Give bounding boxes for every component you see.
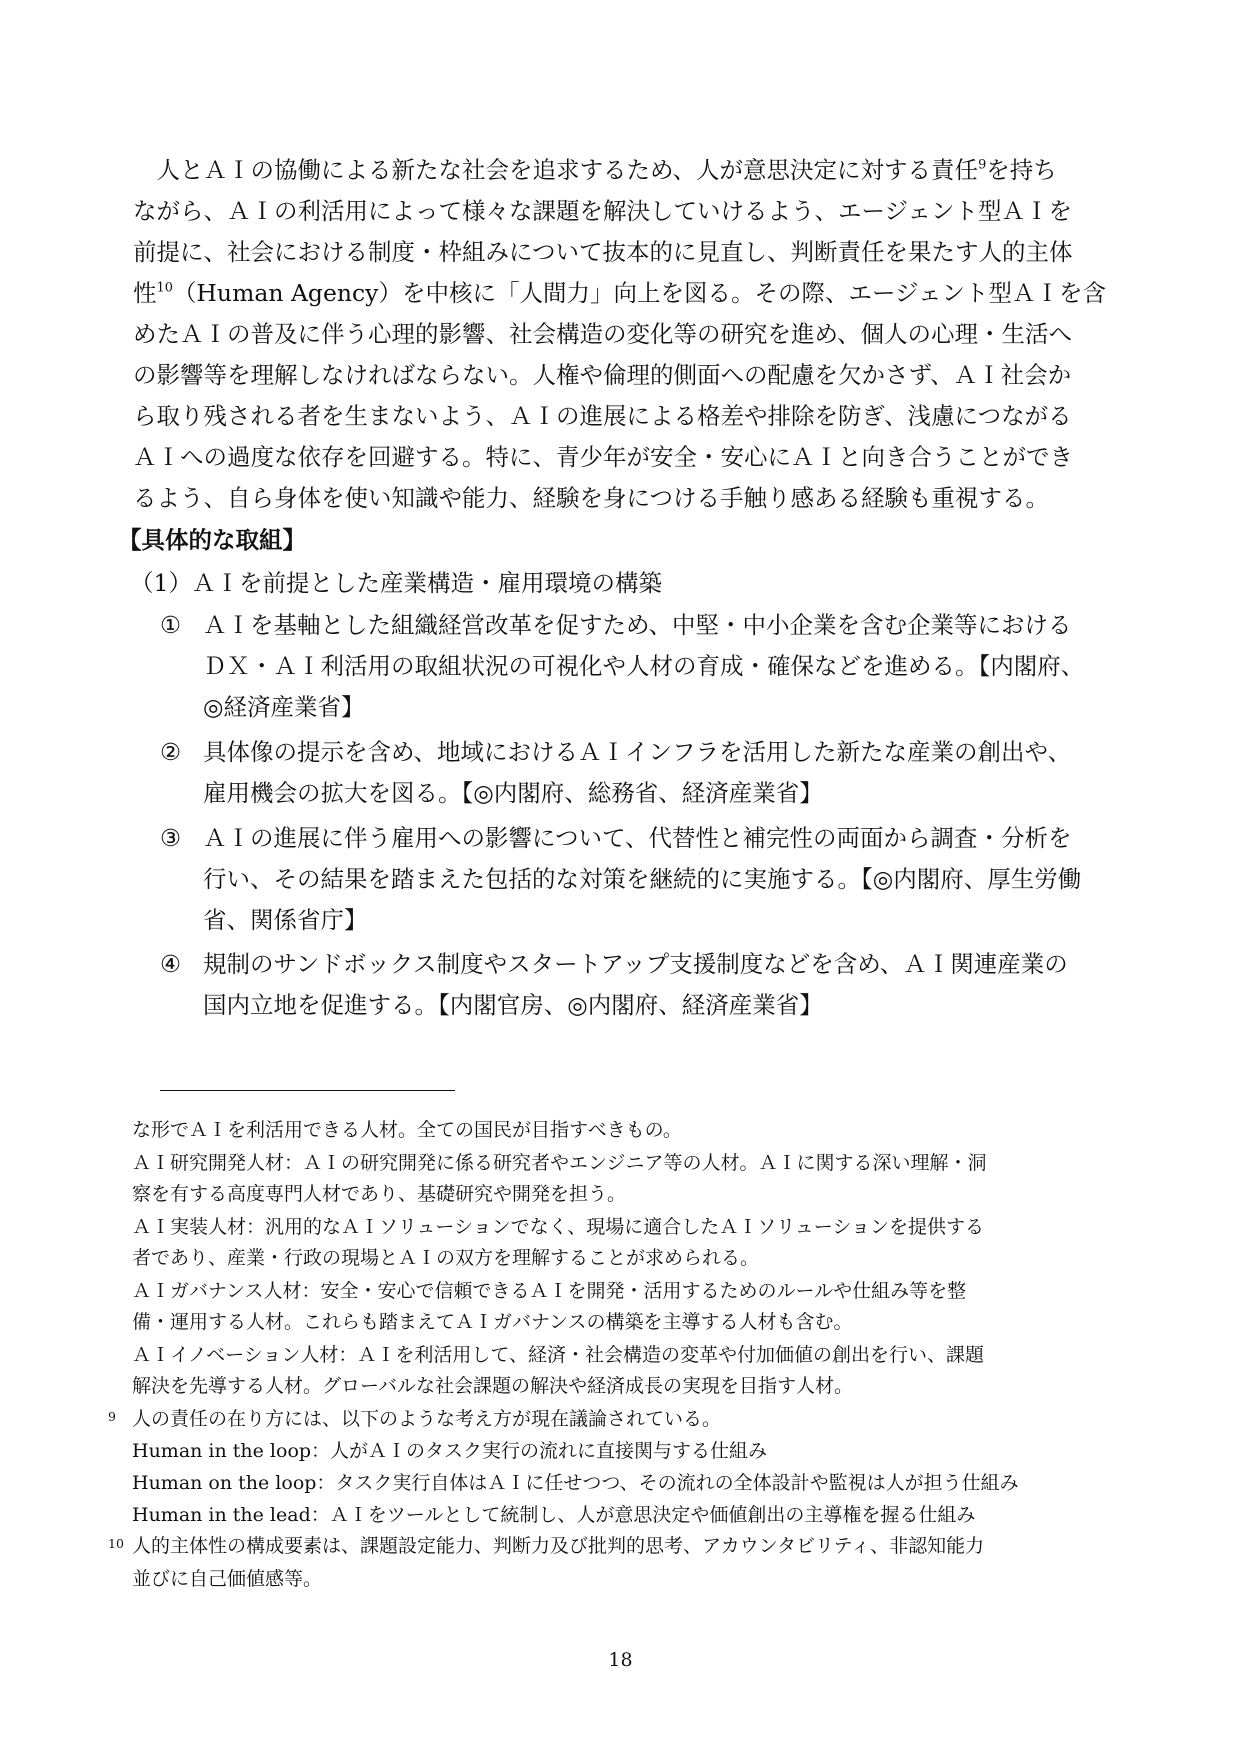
paragraph-line-9: るよう、自ら身体を使い知識や能力、経験を身につける手触り感ある経験も重視する。	[133, 484, 1050, 512]
item-3-line-3: 省、関係省庁】	[203, 906, 368, 934]
paragraph-line-7: ら取り残される者を生まないよう、ＡＩの進展による格差や排除を防ぎ、浅慮につながる	[133, 402, 1072, 430]
footnote-9-line-4: Human in the lead：ＡＩをツールとして統制し、人が意思決定や価値創出の主導権を握る仕組み	[132, 1504, 976, 1526]
subsection-heading: （1）ＡＩを前提とした産業構造・雇用環境の構築	[130, 569, 662, 597]
section-heading: 【具体的な取組】	[118, 526, 306, 554]
item-1-line-3: ◎経済産業省】	[203, 693, 365, 721]
footnote-9-line-2: Human in the loop：人がＡＩのタスク実行の流れに直接関与する仕組み	[132, 1440, 768, 1462]
footnote-10-line-2: 並びに自己価値感等。	[132, 1568, 323, 1590]
paragraph-line-2: ながら、ＡＩの利活用によって様々な課題を解決していけるよう、エージェント型ＡＩを	[133, 197, 1073, 225]
item-marker-1: ①	[160, 611, 182, 639]
item-4-line-1: 規制のサンドボックス制度やスタートアップ支援制度などを含め、ＡＩ関連産業の	[203, 950, 1068, 978]
item-marker-4: ④	[160, 950, 182, 978]
paragraph-line-3: 前提に、社会における制度・枠組みについて抜本的に見直し、判断責任を果たす人的主体	[133, 238, 1073, 266]
footnote-continued-line-3: 察を有する高度専門人材であり、基礎研究や開発を担う。	[132, 1183, 627, 1205]
item-2-line-1: 具体像の提示を含め、地域におけるＡＩインフラを活用した新たな産業の創出や、	[203, 738, 1072, 766]
footnote-continued-line-2: ＡＩ研究開発人材：ＡＩの研究開発に係る研究者やエンジニア等の人材。ＡＩに関する深い理解・洞	[132, 1152, 987, 1174]
item-1-line-2: ＤＸ・ＡＩ利活用の取組状況の可視化や人材の育成・確保などを進める。【内閣府、	[203, 652, 1085, 680]
footnote-ref-10[interactable]: 10	[156, 280, 173, 296]
item-marker-3: ③	[160, 824, 182, 852]
footnote-continued-line-4: ＡＩ実装人材：汎用的なＡＩソリューションでなく、現場に適合したＡＩソリューションを提供する	[132, 1216, 984, 1238]
footnote-continued-line-1: な形でＡＩを利活用できる人材。全ての国民が目指すべきもの。	[132, 1119, 682, 1141]
footnote-continued-line-8: ＡＩイノベーション人材：ＡＩを利活用して、経済・社会構造の変革や付加価値の創出を行い、課題	[132, 1344, 984, 1366]
item-4-line-2: 国内立地を促進する。【内閣官房、◎内閣府、経済産業省】	[203, 991, 823, 1019]
paragraph-line-6: の影響等を理解しなければならない。人権や倫理的側面への配慮を欠かさず、ＡＩ社会か	[133, 361, 1072, 389]
item-1-line-1: ＡＩを基軸とした組織経営改革を促すため、中堅・中小企業を含む企業等における	[203, 611, 1072, 639]
footnote-9-line-1: 人の責任の在り方には、以下のような考え方が現在議論されている。	[132, 1408, 722, 1430]
footnote-continued-line-7: 備・運用する人材。これらも踏まえてＡＩガバナンスの構築を主導する人材も含む。	[132, 1311, 853, 1333]
item-3-line-2: 行い、その結果を踏まえた包括的な対策を継続的に実施する。【◎内閣府、厚生労働	[203, 865, 1082, 893]
paragraph-line-4: 性$^{10}$（Human Agency）を中核に「人間力」向上を図る。その際、エージェント型ＡＩを含	[133, 279, 1107, 307]
item-3-line-1: ＡＩの進展に伴う雇用への影響について、代替性と補完性の両面から調査・分析を	[203, 824, 1072, 852]
paragraph-line-8: ＡＩへの過度な依存を回避する。特に、青少年が安全・安心にＡＩと向き合うことができ	[133, 443, 1073, 471]
footnote-9-line-3: Human on the loop：タスク実行自体はＡＩに任せつつ、その流れの全体設計や監視は人が担う仕組み	[132, 1472, 1019, 1494]
page-number: 18	[608, 1649, 633, 1671]
footnote-continued-line-9: 解決を先導する人材。グローバルな社会課題の解決や経済成長の実現を目指す人材。	[132, 1375, 854, 1397]
paragraph-line-5: めたＡＩの普及に伴う心理的影響、社会構造の変化等の研究を進め、個人の心理・生活へ	[133, 320, 1073, 348]
footnote-separator	[160, 1090, 455, 1091]
footnote-9-mark: 9	[108, 1409, 116, 1424]
item-2-line-2: 雇用機会の拡大を図る。【◎内閣府、総務省、経済産業省】	[203, 779, 823, 807]
footnote-10-mark: 10	[108, 1536, 124, 1551]
footnote-continued-line-6: ＡＩガバナンス人材：安全・安心で信頼できるＡＩを開発・活用するためのルールや仕組み等を整	[132, 1280, 967, 1302]
footnote-continued-line-5: 者であり、産業・行政の現場とＡＩの双方を理解することが求められる。	[132, 1247, 760, 1269]
paragraph-line-1: 人とＡＩの協働による新たな社会を追求するため、人が意思決定に対する責任$^9$を持ち	[133, 156, 1057, 184]
footnote-10-line-1: 人的主体性の構成要素は、課題設定能力、判断力及び批判的思考、アカウンタビリティ、非認知能力	[132, 1535, 985, 1557]
item-marker-2: ②	[160, 738, 182, 766]
footnote-ref-9[interactable]: 9	[978, 157, 987, 173]
